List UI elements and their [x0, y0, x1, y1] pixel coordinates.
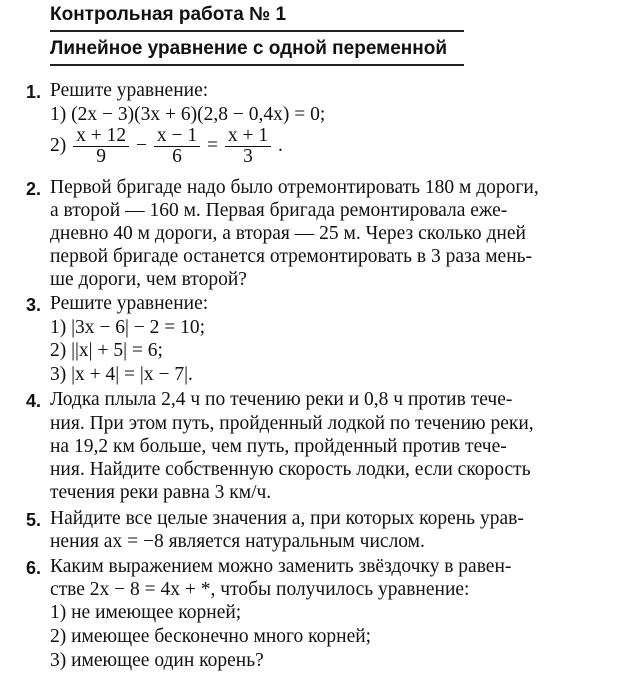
worksheet-subtitle: Линейное уравнение с одной переменной [50, 38, 448, 59]
fraction [73, 126, 129, 167]
task-line: 2) ||x| + 5| = 6; [50, 340, 163, 361]
task-line: Решите уравнение: [50, 293, 209, 314]
denominator: 9 [96, 146, 106, 167]
task-line: ния. Найдите собственную скорость лодки, если скорость [50, 459, 531, 480]
task-number: 3. [26, 295, 42, 315]
task-line: 2) имеющее бесконечно много корней; [50, 626, 372, 647]
task-number: 2. [26, 179, 42, 199]
task-line: Решите уравнение: [50, 80, 209, 101]
task-line: а второй — 160 м. Первая бригада ремонтировала еже- [50, 200, 508, 221]
task-number: 1. [26, 82, 42, 102]
task-line: 1) |3x − 6| − 2 = 10; [50, 317, 206, 338]
task-line: нения ax = −8 является натуральным числом. [50, 531, 425, 552]
task-line: ния. При этом путь, пройденный лодкой по течению реки, [50, 413, 534, 434]
title-divider [50, 30, 464, 32]
task-line: Каким выражением можно заменить звёздочку в равен- [50, 556, 512, 577]
task-line: дневно 40 м дороги, а вторая — 25 м. Через сколько дней [50, 223, 526, 244]
task-line: Первой бригаде надо было отремонтировать 180 м дороги, [50, 177, 539, 198]
fraction [225, 126, 271, 167]
task-line: Найдите все целые значения a, при которых корень урав- [50, 508, 524, 529]
task-line: 3) имеющее один корень? [50, 650, 264, 671]
period: . [278, 134, 283, 156]
task-line: ше дороги, чем второй? [50, 269, 247, 290]
denominator: 6 [172, 146, 182, 167]
task-line: Лодка плыла 2,4 ч по течению реки и 0,8 ч против тече- [50, 389, 513, 410]
task-line: 3) |x + 4| = |x − 7|. [50, 364, 193, 385]
task-number: 4. [26, 391, 42, 411]
item-label: 2) [50, 134, 67, 156]
task-number: 6. [26, 558, 42, 578]
task-line: 1) не имеющее корней; [50, 602, 242, 623]
worksheet-title: Контрольная работа № 1 [50, 4, 287, 25]
denominator: 3 [243, 146, 253, 167]
task-line: первой бригаде останется отремонтировать в 3 раза мень- [50, 246, 533, 267]
task-line: течения реки равна 3 км/ч. [50, 482, 272, 503]
numerator: x + 12 [73, 126, 129, 147]
subtitle-divider [50, 64, 464, 66]
task-number: 5. [26, 510, 42, 530]
operator: − [136, 134, 147, 156]
numerator: x + 1 [225, 126, 271, 147]
task-line: стве 2x − 8 = 4x + *, чтобы получилось уравнение: [50, 579, 470, 600]
numerator: x − 1 [154, 126, 200, 147]
fraction-equation [50, 126, 283, 167]
equals-sign: = [207, 134, 218, 156]
fraction [154, 126, 200, 167]
task-line: 1) (2x − 3)(3x + 6)(2,8 − 0,4x) = 0; [50, 104, 326, 125]
task-line: на 19,2 км больше, чем путь, пройденный против тече- [50, 436, 507, 457]
